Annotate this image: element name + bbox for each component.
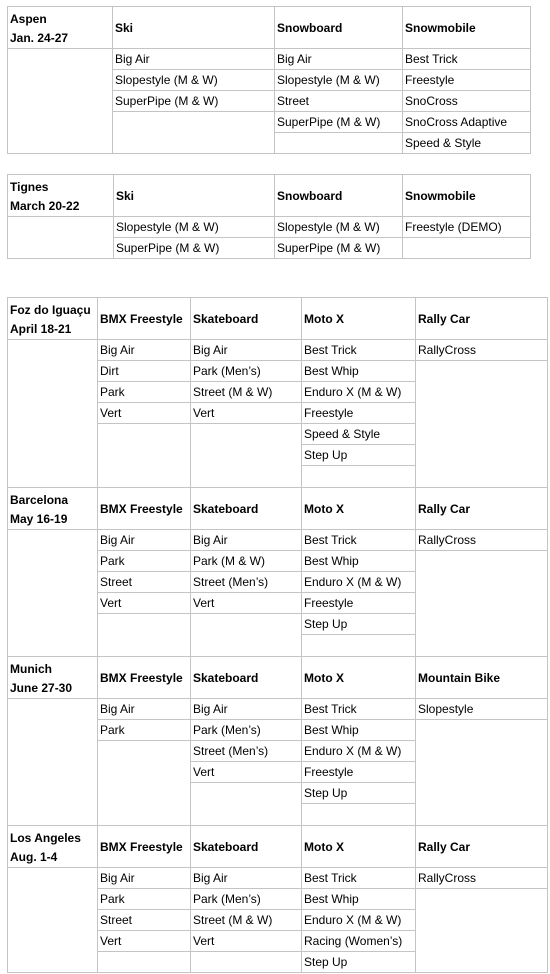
column-header: BMX Freestyle (98, 826, 191, 868)
table-cell: Speed & Style (302, 424, 416, 445)
table-cell: Vert (98, 593, 191, 614)
column-header: Snowboard (275, 7, 403, 49)
table-cell: Vert (98, 403, 191, 424)
column-header: Snowmobile (403, 175, 531, 217)
table-cell: Slopestyle (M & W) (275, 217, 403, 238)
table-cell: Big Air (98, 530, 191, 551)
location-cell (8, 7, 113, 49)
table-cell: Big Air (98, 868, 191, 889)
table-cell: SnoCross Adaptive (403, 112, 531, 133)
table-cell: RallyCross (416, 340, 548, 361)
table-cell: Vert (191, 931, 302, 952)
table-cell: Big Air (191, 340, 302, 361)
table-cell: Freestyle (DEMO) (403, 217, 531, 238)
column-header: Rally Car (416, 826, 548, 868)
table-cell: Speed & Style (403, 133, 531, 154)
blank-cell (98, 614, 191, 657)
table-cell: RallyCross (416, 868, 548, 889)
table-cell: Best Whip (302, 720, 416, 741)
table-cell: Vert (191, 762, 302, 783)
blank-cell (302, 804, 416, 826)
table-cell: Park (Men’s) (191, 889, 302, 910)
column-header: Ski (113, 7, 275, 49)
column-header: Skateboard (191, 657, 302, 699)
blank-cell (98, 741, 191, 826)
table-cell: Street (98, 910, 191, 931)
location-cell (8, 175, 114, 217)
schedule-table-aspen (7, 6, 531, 154)
table-cell: Vert (98, 931, 191, 952)
table-cell: Big Air (98, 340, 191, 361)
schedule-table-tignes (7, 174, 531, 259)
blank-cell (416, 361, 548, 488)
table-cell: RallyCross (416, 530, 548, 551)
table-cell: Park (98, 889, 191, 910)
blank-cell (98, 424, 191, 488)
blank-cell (302, 635, 416, 657)
column-header: Moto X (302, 488, 416, 530)
column-header: Moto X (302, 826, 416, 868)
table-cell (275, 133, 403, 154)
table-cell: Step Up (302, 614, 416, 635)
table-cell: Street (275, 91, 403, 112)
blank-cell (8, 868, 98, 973)
table-cell: Step Up (302, 952, 416, 973)
location-cell (8, 488, 98, 530)
table-cell: Street (Men’s) (191, 572, 302, 593)
table-cell: Slopestyle (M & W) (113, 70, 275, 91)
blank-cell (8, 49, 113, 154)
column-header: BMX Freestyle (98, 657, 191, 699)
blank-cell (113, 112, 275, 154)
location-name: Tignes (10, 180, 49, 194)
blank-cell (8, 530, 98, 657)
table-cell: Big Air (191, 699, 302, 720)
schedule-table-summer (7, 297, 548, 973)
table-cell: Step Up (302, 445, 416, 466)
column-header: Snowmobile (403, 7, 531, 49)
blank-cell (8, 340, 98, 488)
event-dates: Aug. 1-4 (10, 850, 58, 864)
table-cell: Park (M & W) (191, 551, 302, 572)
location-cell (8, 298, 98, 340)
table-cell: SuperPipe (M & W) (114, 238, 275, 259)
table-cell: Slopestyle (M & W) (114, 217, 275, 238)
table-cell: Enduro X (M & W) (302, 741, 416, 762)
table-cell: Vert (191, 593, 302, 614)
table-cell: Best Whip (302, 551, 416, 572)
table-cell: Dirt (98, 361, 191, 382)
table-cell: Slopestyle (M & W) (275, 70, 403, 91)
table-cell: SnoCross (403, 91, 531, 112)
location-name: Foz do Iguaçu (10, 303, 91, 317)
table-cell: Big Air (275, 49, 403, 70)
blank-cell (8, 699, 98, 826)
table-cell: Step Up (302, 783, 416, 804)
column-header: Rally Car (416, 488, 548, 530)
table-cell: Best Trick (302, 340, 416, 361)
column-header: BMX Freestyle (98, 298, 191, 340)
blank-cell (8, 217, 114, 259)
table-cell: Big Air (113, 49, 275, 70)
table-cell: Park (Men’s) (191, 361, 302, 382)
table-cell: Slopestyle (416, 699, 548, 720)
blank-cell (98, 952, 191, 973)
table-cell: Best Whip (302, 361, 416, 382)
table-cell: Street (M & W) (191, 382, 302, 403)
table-cell: Best Trick (302, 699, 416, 720)
table-cell: Park (98, 551, 191, 572)
table-cell: Best Whip (302, 889, 416, 910)
table-cell: Best Trick (302, 868, 416, 889)
table-cell: Enduro X (M & W) (302, 382, 416, 403)
event-dates: Jan. 24-27 (10, 31, 69, 45)
table-cell: Best Trick (302, 530, 416, 551)
column-header: BMX Freestyle (98, 488, 191, 530)
table-cell: Park (98, 720, 191, 741)
table-cell: Best Trick (403, 49, 531, 70)
column-header: Skateboard (191, 488, 302, 530)
location-name: Munich (10, 662, 52, 676)
location-cell (8, 657, 98, 699)
column-header: Rally Car (416, 298, 548, 340)
table-cell: Racing (Women’s) (302, 931, 416, 952)
table-cell: Park (Men’s) (191, 720, 302, 741)
column-header: Ski (114, 175, 275, 217)
blank-cell (191, 783, 302, 826)
event-dates: April 18-21 (10, 322, 72, 336)
location-name: Los Angeles (10, 831, 81, 845)
table-cell: Big Air (191, 530, 302, 551)
blank-cell (416, 720, 548, 826)
column-header: Skateboard (191, 826, 302, 868)
column-header: Moto X (302, 657, 416, 699)
blank-cell (302, 466, 416, 488)
table-cell: Big Air (191, 868, 302, 889)
event-dates: May 16-19 (10, 512, 68, 526)
table-cell: Freestyle (302, 403, 416, 424)
table-cell: Enduro X (M & W) (302, 910, 416, 931)
table-cell: Street (98, 572, 191, 593)
table-cell: SuperPipe (M & W) (275, 238, 403, 259)
blank-cell (191, 424, 302, 488)
table-cell: Big Air (98, 699, 191, 720)
location-name: Barcelona (10, 493, 69, 507)
table-cell: Street (Men’s) (191, 741, 302, 762)
table-cell: SuperPipe (M & W) (275, 112, 403, 133)
event-dates: March 20-22 (10, 199, 80, 213)
location-name: Aspen (10, 12, 47, 26)
table-cell: SuperPipe (M & W) (113, 91, 275, 112)
event-dates: June 27-30 (10, 681, 73, 695)
column-header: Skateboard (191, 298, 302, 340)
table-cell (403, 238, 531, 259)
column-header: Moto X (302, 298, 416, 340)
blank-cell (191, 614, 302, 657)
location-cell (8, 826, 98, 868)
table-cell: Park (98, 382, 191, 403)
table-cell: Freestyle (403, 70, 531, 91)
blank-cell (416, 889, 548, 973)
column-header: Snowboard (275, 175, 403, 217)
table-cell: Vert (191, 403, 302, 424)
table-cell: Street (M & W) (191, 910, 302, 931)
table-cell: Enduro X (M & W) (302, 572, 416, 593)
column-header: Mountain Bike (416, 657, 548, 699)
table-cell: Freestyle (302, 593, 416, 614)
blank-cell (191, 952, 302, 973)
table-cell: Freestyle (302, 762, 416, 783)
blank-cell (416, 551, 548, 657)
